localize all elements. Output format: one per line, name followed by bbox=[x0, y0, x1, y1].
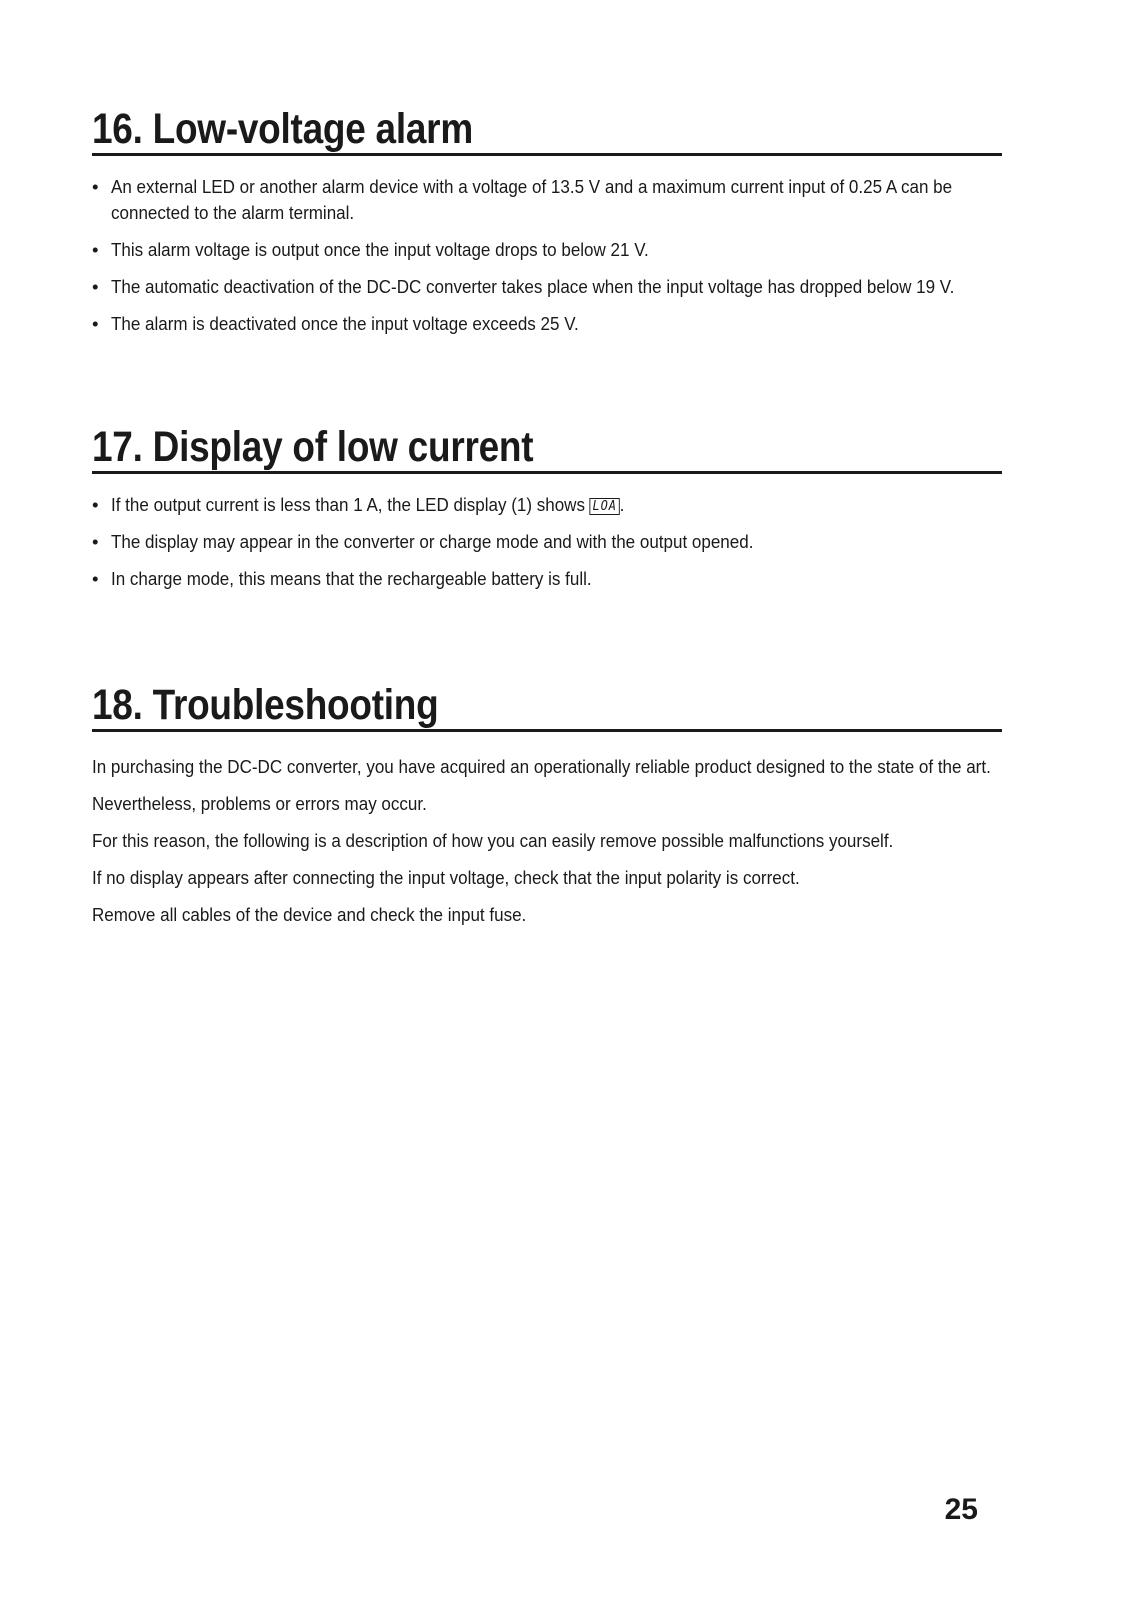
bullet-marker: • bbox=[92, 568, 99, 589]
list-item bbox=[92, 274, 1002, 300]
section-heading bbox=[92, 104, 1002, 154]
section-title: 17. Display of low current bbox=[92, 423, 534, 471]
paragraph-text: If no display appears after connecting the input voltage, check that the input polarity is correct. bbox=[92, 867, 800, 888]
bullet-marker: • bbox=[92, 176, 99, 197]
paragraph-group bbox=[92, 754, 1002, 928]
paragraph-text: For this reason, the following is a description of how you can easily remove possible malfunctions yourself. bbox=[92, 830, 894, 851]
list-item-text: An external LED or another alarm device with a voltage of 13.5 V and a maximum current input of 0.25 A can be connected to the alarm terminal. bbox=[111, 176, 953, 223]
list-item-text-suffix: . bbox=[619, 494, 625, 515]
bullet-marker: • bbox=[92, 313, 99, 334]
list-item-text-prefix: If the output current is less than 1 A, the LED display (1) shows bbox=[111, 494, 590, 515]
list-item-text: The display may appear in the converter or charge mode and with the output opened. bbox=[111, 531, 754, 552]
list-item bbox=[92, 566, 1002, 592]
list-item-text: This alarm voltage is output once the input voltage drops to below 21 V. bbox=[111, 239, 649, 260]
list-item-text: The automatic deactivation of the DC-DC converter takes place when the input voltage has dropped below 19 V. bbox=[111, 276, 955, 297]
page-number: 25 bbox=[944, 1493, 978, 1526]
paragraph-text: Remove all cables of the device and check the input fuse. bbox=[92, 904, 527, 925]
bullet-list bbox=[92, 174, 1002, 337]
paragraph-text: Nevertheless, problems or errors may occur. bbox=[92, 793, 427, 814]
bullet-marker: • bbox=[92, 494, 99, 515]
list-item bbox=[92, 237, 1002, 263]
list-item bbox=[92, 311, 1002, 337]
bullet-marker: • bbox=[92, 239, 99, 260]
paragraph bbox=[92, 865, 1002, 891]
bullet-list bbox=[92, 492, 1002, 592]
list-item bbox=[92, 492, 1002, 518]
bullet-marker: • bbox=[92, 531, 99, 552]
bullet-marker: • bbox=[92, 276, 99, 297]
section-title: 18. Troubleshooting bbox=[92, 681, 439, 729]
section-heading bbox=[92, 422, 1002, 472]
paragraph-text: In purchasing the DC-DC converter, you have acquired an operationally reliable product designed to the state of the art. bbox=[92, 756, 991, 777]
section-low-voltage-alarm bbox=[92, 104, 1002, 348]
section-display-low-current bbox=[92, 422, 1002, 603]
section-heading bbox=[92, 680, 1002, 730]
led-display-symbol: LOA bbox=[590, 498, 620, 515]
list-item bbox=[92, 174, 1002, 226]
list-item-text: In charge mode, this means that the rechargeable battery is full. bbox=[111, 568, 592, 589]
list-item bbox=[92, 529, 1002, 555]
paragraph bbox=[92, 902, 1002, 928]
section-troubleshooting bbox=[92, 680, 1002, 939]
paragraph bbox=[92, 828, 1002, 854]
paragraph bbox=[92, 791, 1002, 817]
paragraph bbox=[92, 754, 1002, 780]
section-title: 16. Low-voltage alarm bbox=[92, 105, 473, 153]
list-item-text: The alarm is deactivated once the input voltage exceeds 25 V. bbox=[111, 313, 579, 334]
list-item-text bbox=[111, 492, 1001, 518]
